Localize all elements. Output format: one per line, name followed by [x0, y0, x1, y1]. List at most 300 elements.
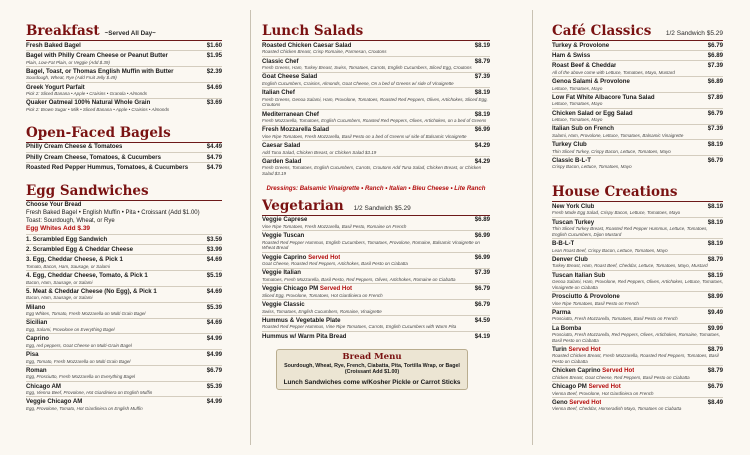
section-egg-sandwiches [26, 183, 222, 411]
menu-item-name: Greek Yogurt Parfait [26, 83, 85, 91]
menu-item-description: Fresh Mozzarella, Tomatoes, English Cucumbers, Roasted Red Peppers, Olives, Artichokes, on a bed of Greens [262, 118, 487, 124]
menu-item-name: B-B-L-T [552, 240, 575, 247]
menu-item-price: $6.99 [474, 232, 490, 240]
menu-item [26, 68, 222, 81]
menu-item-description: Goat Cheese, Roasted Red Peppers, Artichokes, Basil Pesto on Ciabatta [262, 261, 408, 267]
menu-item-price: $8.19 [707, 271, 723, 279]
menu-item [262, 73, 490, 86]
menu-item [552, 125, 723, 138]
menu-item-price: $8.79 [474, 57, 490, 65]
menu-item-name-wrap [26, 398, 82, 406]
menu-item-name: Roasted Red Pepper Hummus, Tomatoes, & Cucumbers [26, 163, 189, 171]
section-title: Open-Faced Bagels [26, 124, 171, 141]
column-left [0, 0, 250, 455]
menu-item-row [262, 285, 490, 293]
menu-item-name-wrap [26, 367, 47, 375]
menu-item-name-wrap [552, 42, 609, 50]
egg-whites-note: Egg Whites Add $.39 [26, 225, 91, 233]
item-list [552, 203, 723, 412]
menu-item-name: Veggie Tuscan [262, 232, 305, 240]
menu-item-description: Fresh Greens, Tomatoes, English Cucumbers, Carrots, Croutons Add Tuna Salad, Chicken Breast, or Chicken Salad $3.19 [262, 165, 482, 177]
menu-item-name: Fresh Mozzarella Salad [262, 126, 330, 134]
menu-item [552, 293, 723, 306]
menu-item [552, 157, 723, 170]
menu-item-name: Veggie Chicago AM [26, 398, 83, 406]
menu-item [26, 84, 222, 97]
column-divider [532, 10, 533, 445]
menu-item [552, 110, 723, 123]
menu-item-name-wrap [262, 254, 340, 262]
menu-item-description: Pick 2: Brown Sugar • Milk • Sliced Banana • Apple • Craisins • Almonds [26, 106, 170, 112]
menu-item-name-wrap [262, 333, 346, 341]
menu-item-row [552, 256, 723, 264]
menu-item-name-wrap [552, 256, 588, 264]
menu-item-name-wrap [26, 272, 148, 280]
menu-item-description: Egg, Vienna Beef, Provolone, Hot Giardiniera on English Muffin [26, 390, 153, 396]
served-hot-label: Served Hot [568, 345, 601, 353]
menu-item-name: Bagel with Philly Cream Cheese or Peanut Butter [26, 51, 168, 59]
menu-item [262, 111, 490, 124]
menu-item [262, 42, 490, 55]
served-hot-label: Served Hot [602, 367, 635, 375]
menu-item-description: Egg, Tomato, Fresh Mozzarella on Multi Grain Bagel [26, 358, 131, 364]
menu-item-name-wrap [262, 269, 301, 277]
menu-item [262, 254, 490, 267]
menu-item-name-wrap [552, 399, 601, 407]
menu-item-name-wrap [262, 58, 299, 66]
menu-item-name: Geno [552, 398, 570, 406]
menu-item-name-wrap [552, 78, 630, 86]
menu-item-description: Lettuce, Tomatoes, Mayo [552, 117, 603, 123]
menu-item-name: La Bomba [552, 324, 582, 332]
menu-item-price: $6.79 [474, 300, 490, 308]
menu-item-price: $6.89 [707, 51, 723, 59]
menu-item-price: $6.89 [707, 77, 723, 85]
menu-item-name: Philly Cream Cheese, Tomatoes, & Cucumbers [26, 153, 162, 161]
menu-item-name: Chicago AM [26, 382, 61, 390]
menu-item [552, 94, 723, 107]
menu-item-name-wrap [26, 143, 122, 151]
menu-item-price: $4.19 [474, 332, 490, 340]
menu-item-description: Egg, Provolone, Tomato, Hot Giardiniera on English Muffin [26, 405, 143, 411]
menu-item-price: $4.69 [206, 287, 222, 295]
menu-item [552, 219, 723, 238]
menu-item-name: Prosciutto & Provolone [552, 292, 620, 300]
menu-item-price: $4.79 [206, 153, 222, 161]
menu-item-description: Vine Ripe Tomatoes, Fresh Mozzarella, Basil Pesto on a bed of Greens w/ side of Balsamic Vinaigrette [262, 133, 467, 139]
menu-item [262, 317, 490, 330]
menu-item-row [26, 164, 222, 172]
choose-bread-heading: Choose Your Bread [26, 202, 82, 209]
menu-item-row [552, 293, 723, 301]
menu-item-name: Denver Club [552, 255, 588, 263]
section-header [26, 183, 222, 201]
menu-item-description: All of the above come with Lettuce, Tomatoes, Mayo, Mustard [552, 69, 675, 75]
menu-item-row [262, 89, 490, 97]
menu-item-name: Veggie Caprese [262, 216, 308, 224]
menu-item-name: Hummus w/ Warm Pita Bread [262, 332, 347, 340]
menu-item-row [262, 158, 490, 166]
menu-item [262, 301, 490, 314]
menu-item-description: Egg, Prosciutto, Fresh Mozzarella on Everything Bagel [26, 374, 136, 380]
half-sandwich-price: 1/2 Sandwich $5.29 [353, 204, 411, 212]
menu-item-description: Prosciutto, Fresh Mozzarella, Red Peppers, Olives, Artichokes, Romaine, Tomatoes, Basil Pesto on Ciabatta [552, 332, 720, 343]
menu-item-price: $6.79 [474, 285, 490, 293]
menu-item-description: Fresh Greens, Genoa Salami, Ham, Provolone, Tomatoes, Roasted Red Peppers, Olives, Artichokes, Sliced Egg, Croutons [262, 96, 488, 108]
menu-item-row [26, 319, 222, 327]
section-title: House Creations [552, 184, 678, 201]
menu-item-name-wrap [262, 73, 317, 81]
menu-item-row [552, 110, 723, 118]
menu-item-row [262, 142, 490, 150]
menu-item [262, 89, 490, 108]
menu-item [552, 367, 723, 380]
menu-item-description: Roasted Chicken Breast, Crisp Romaine, Parmesan, Croutons [262, 49, 387, 55]
menu-item [26, 164, 222, 172]
bread-menu-box [276, 349, 468, 390]
menu-item-name-wrap [552, 346, 601, 354]
menu-item-name: 3. Egg, Cheddar Cheese, & Pick 1 [26, 256, 123, 264]
menu-item [552, 141, 723, 154]
menu-item-price: $4.69 [206, 256, 222, 264]
menu-item [552, 62, 723, 75]
menu-item-row [26, 42, 222, 50]
menu-item-description: Bacon, Ham, Sausage, or Salami [26, 279, 93, 285]
menu-item-price: $4.79 [206, 163, 222, 171]
menu-item-description: Lettuce, Tomatoes, Mayo [552, 85, 603, 91]
menu-item-name-wrap [262, 126, 329, 134]
menu-item-price: $8.79 [707, 255, 723, 263]
menu-item-name-wrap [552, 383, 621, 391]
menu-item-name-wrap [552, 141, 587, 149]
menu-item-description: Add Tuna Salad, Chicken Breast, or Chicken Salad $3.19 [262, 149, 377, 155]
menu-item-name-wrap [262, 285, 352, 293]
item-list [26, 143, 222, 171]
menu-item-row [262, 269, 490, 277]
section-vegetarian [262, 198, 490, 340]
menu-item-row [262, 317, 490, 325]
menu-item-name: Low Fat White Albacore Tuna Salad [552, 93, 655, 101]
menu-item-name: Garden Salad [262, 157, 302, 165]
menu-item-row [552, 325, 723, 333]
menu-item-name-wrap [552, 272, 605, 280]
menu-item-price: $5.39 [206, 303, 222, 311]
menu-item-name-wrap [26, 319, 47, 327]
menu-item [552, 309, 723, 322]
menu-item-row [552, 141, 723, 149]
menu-item-row [26, 246, 222, 254]
menu-item [262, 142, 490, 155]
menu-item-name: Parma [552, 308, 571, 316]
menu-item-row [262, 216, 490, 224]
menu-item-price: $3.59 [206, 235, 222, 243]
menu-item-name-wrap [26, 256, 123, 264]
menu-item [552, 383, 723, 396]
menu-item-row [552, 346, 723, 354]
menu-item-row [26, 236, 222, 244]
menu-item-name: Turkey & Provolone [552, 41, 610, 49]
menu-item-name: Veggie Classic [262, 300, 305, 308]
section-title: Breakfast [26, 23, 100, 39]
menu-item-row [26, 335, 222, 343]
menu-item-row [552, 367, 723, 375]
menu-item-row [552, 383, 723, 391]
menu-item-description: Egg, Salami, Provolone on Everything Bagel [26, 326, 115, 332]
menu-item [26, 154, 222, 162]
section-cafe-classics [552, 23, 723, 170]
menu-item-name: Veggie Italian [262, 269, 301, 277]
menu-item [262, 269, 490, 282]
menu-item-price: $4.99 [206, 350, 222, 358]
menu-item-price: $8.19 [707, 141, 723, 149]
toast-options: Toast: Sourdough, Wheat, or Rye [26, 218, 115, 225]
menu-item [26, 42, 222, 50]
menu-item-name: Roman [26, 366, 47, 374]
menu-item-price: $6.79 [707, 41, 723, 49]
menu-item-description: Salami, Ham, Provolone, Lettuce, Tomatoes, Balsamic Vinaigrette [552, 132, 684, 138]
menu-item-name-wrap [26, 383, 61, 391]
menu-item-price: $2.39 [206, 67, 222, 75]
menu-item-name: Italian Sub on French [552, 125, 614, 133]
menu-item-price: $1.60 [206, 41, 222, 49]
menu-item-row [552, 52, 723, 60]
section-header [552, 23, 723, 41]
menu-item-price: $8.49 [707, 398, 723, 406]
menu-item-price: $8.19 [707, 218, 723, 226]
menu-item-name-wrap [26, 84, 85, 92]
menu-item-name: 1. Scrambled Egg Sandwich [26, 235, 108, 243]
menu-item-row [262, 301, 490, 309]
menu-item-name-wrap [262, 158, 301, 166]
served-hot-label: Served Hot [588, 383, 621, 391]
menu-item-price: $6.79 [707, 156, 723, 164]
menu-item-row [26, 383, 222, 391]
menu-item [262, 285, 490, 298]
menu-item-price: $4.29 [474, 157, 490, 165]
menu-item-name-wrap [552, 325, 581, 333]
menu-item-price: $4.99 [206, 398, 222, 406]
menu-item-name-wrap [552, 125, 614, 133]
section-header [552, 184, 723, 202]
served-hot-label: Served Hot [569, 398, 602, 406]
menu-item [552, 346, 723, 365]
menu-item-name-wrap [262, 301, 305, 309]
column-right [552, 0, 750, 455]
menu-item-price: $7.39 [474, 269, 490, 277]
menu-item-name-wrap [552, 367, 634, 375]
menu-item [262, 58, 490, 71]
menu-item-name-wrap [26, 42, 81, 50]
menu-item-name-wrap [262, 111, 319, 119]
menu-item-price: $8.19 [474, 41, 490, 49]
menu-item-description: Pick 2: Sliced Banana • Apple • Craisins • Granola • Almonds [26, 91, 148, 97]
menu-item-row [262, 254, 490, 262]
menu-item-price: $6.79 [707, 109, 723, 117]
section-header [26, 23, 222, 41]
menu-item-price: $5.19 [206, 272, 222, 280]
menu-item [26, 383, 222, 396]
menu-item-name: Veggie Chicago PM [262, 285, 320, 293]
menu-item-name: Chicago PM [552, 383, 589, 391]
menu-item-description: Vienna Beef, Cheddar, Horseradish Mayo, Tomatoes on Ciabatta [552, 406, 682, 412]
menu-item-name: 2. Scrambled Egg & Cheddar Cheese [26, 246, 134, 254]
section-house-creations [552, 184, 723, 412]
item-list [26, 42, 222, 113]
menu-item-name-wrap [262, 317, 341, 325]
menu-item-name: Turkey Club [552, 141, 587, 149]
menu-item [26, 335, 222, 348]
menu-item [26, 246, 222, 254]
menu-item-description: Chicken Breast, Goat Cheese, Red Peppers, Basil Pesto on Ciabatta [552, 374, 690, 380]
menu-item-name: Ham & Swiss [552, 51, 591, 59]
menu-item-description: Prosciutto, Fresh Mozzarella, Tomatoes, Basil Pesto on French [552, 316, 678, 322]
menu-item [26, 143, 222, 151]
menu-item [26, 304, 222, 317]
menu-item-description: Roasted Red Pepper Hummus, English Cucumbers, Tomatoes, Provolone, Romaine, Balsamic Vinaigrette on Wheat Bread [262, 239, 480, 251]
menu-item-name: 5. Meat & Cheddar Cheese (No Egg), & Pick 1 [26, 287, 157, 295]
menu-item-description: Turkey Breast, Ham, Roast Beef, Cheddar, Lettuce, Tomatoes, Mayo, Mustard [552, 263, 708, 269]
menu-item-name: Quaker Oatmeal 100% Natural Whole Grain [26, 99, 151, 107]
menu-item-name-wrap [552, 309, 571, 317]
menu-item-row [262, 333, 490, 341]
menu-item-description: Plain, Low-Fat Plain, or Veggie (Add $.39) [26, 59, 110, 65]
section-title: Café Classics [552, 23, 652, 39]
menu-item-name: Roast Beef & Cheddar [552, 62, 617, 70]
menu-item [552, 256, 723, 269]
menu-item-row [552, 94, 723, 102]
section-breakfast [26, 23, 222, 113]
menu-item-row [262, 58, 490, 66]
menu-item-description: Bacon, Ham, Sausage, or Salami [26, 295, 93, 301]
menu-item [262, 333, 490, 341]
menu-item [262, 158, 490, 177]
menu-item-name-wrap [26, 236, 107, 244]
bread-menu-text: Sourdough, Wheat, Rye, French, Ciabatta, Pita, Tortilla Wrap, or Bagel (Croissant Add $1.00) [284, 363, 460, 376]
menu-item-name-wrap [552, 293, 620, 301]
menu-item-name-wrap [26, 154, 161, 162]
menu-item-description: Vine Ripe Tomatoes, Fresh Mozzarella, Basil Pesto, Romaine on French [262, 224, 407, 230]
section-header [26, 125, 222, 143]
menu-item-name-wrap [262, 42, 351, 50]
menu-item-row [552, 203, 723, 211]
menu-item-name: Mediterranean Chef [262, 110, 319, 118]
menu-item-name-wrap [26, 164, 188, 172]
section-note: ~Served All Day~ [104, 30, 156, 37]
menu-item-price: $6.99 [474, 126, 490, 134]
menu-item-description: Egg Whites, Tomato, Fresh Mozzarella on Multi Grain Bagel [26, 311, 146, 317]
menu-item-row [552, 62, 723, 70]
menu-item-row [552, 272, 723, 280]
menu-item-name-wrap [26, 99, 150, 107]
menu-item-price: $6.79 [707, 383, 723, 391]
menu-item-name: Tuscan Turkey [552, 218, 595, 226]
bread-options: Fresh Baked Bagel • English Muffin • Pita • Croissant (Add $1.00) [26, 210, 200, 217]
menu-item-price: $4.59 [474, 316, 490, 324]
menu-item-row [26, 272, 222, 280]
item-list [262, 42, 490, 177]
bread-menu-title: Bread Menu [342, 352, 402, 363]
menu-item-price: $4.69 [206, 83, 222, 91]
menu-item-description: Vienna Beef, Provolone, Hot Giardiniera on French [552, 390, 654, 396]
menu-item-name: Hummus & Vegetable Plate [262, 316, 341, 324]
menu-item-name: Classic B-L-T [552, 156, 591, 164]
menu-item-row [552, 125, 723, 133]
menu-item-name: Pisa [26, 350, 39, 358]
menu-item [552, 52, 723, 60]
menu-item-name: Genoa Salami & Provolone [552, 77, 630, 85]
menu-item-name: Fresh Baked Bagel [26, 41, 81, 49]
menu-item-price: $7.89 [707, 93, 723, 101]
menu-item-name: Italian Chef [262, 89, 295, 97]
item-list [262, 216, 490, 340]
menu-item-price: $4.69 [206, 319, 222, 327]
menu-item-price: $7.39 [474, 73, 490, 81]
menu-item-name-wrap [26, 52, 168, 60]
menu-item-row [26, 351, 222, 359]
menu-item [26, 52, 222, 65]
section-header [262, 23, 490, 41]
section-title: Vegetarian [262, 197, 344, 214]
menu-item-row [26, 68, 222, 76]
menu-item [262, 126, 490, 139]
menu-item-description: Tomatoes, Fresh Mozzarella, Basil Pesto, Red Peppers, Olives, Artichokes, Romaine on Ciabatta [262, 276, 456, 282]
menu-item-price: $4.99 [206, 335, 222, 343]
menu-item-description: Tomato, Bacon, Ham, Sausage, or Salami [26, 263, 110, 269]
bread-menu-lunch-note: Lunch Sandwiches come w/Kosher Pickle or Carrot Sticks [283, 379, 461, 387]
section-header [262, 198, 490, 216]
menu-item-name-wrap [26, 288, 157, 296]
menu-item [26, 272, 222, 285]
menu-item-price: $8.19 [474, 110, 490, 118]
menu-item [26, 319, 222, 332]
menu-item [262, 232, 490, 251]
menu-item-price: $8.19 [707, 240, 723, 247]
menu-item-row [26, 154, 222, 162]
menu-item-name-wrap [552, 52, 590, 60]
menu-item [26, 398, 222, 411]
menu-item-name: Milano [26, 303, 46, 311]
menu-item-row [262, 232, 490, 240]
menu-item-row [26, 367, 222, 375]
column-middle [254, 0, 504, 455]
menu-item-row [262, 42, 490, 50]
served-hot-label: Served Hot [319, 285, 353, 293]
menu-item-row [552, 240, 723, 248]
menu-item-name-wrap [552, 110, 633, 118]
menu-item-price: $6.99 [474, 253, 490, 261]
menu-item-description: Genoa Salami, Ham, Provolone, Red Peppers, Olives, Artichokes, Lettuce, Tomatoes, Vinaigrette on Ciabatta [552, 279, 723, 290]
half-sandwich-price: 1/2 Sandwich $5.29 [665, 30, 723, 37]
menu-item [552, 325, 723, 344]
menu-item-price: $4.29 [474, 142, 490, 150]
menu-item-price: $8.79 [707, 345, 723, 353]
menu-item-name: Chicken Caprino [552, 367, 603, 375]
menu-item-name: Classic Chef [262, 57, 299, 65]
section-open-faced-bagels [26, 125, 222, 172]
menu-item-description: Roasted Chicken Breast, Fresh Mozzarella, Roasted Red Peppers, Tomatoes, Basil Pesto on Ciabatta [552, 353, 719, 365]
menu-item-price: $3.69 [206, 99, 222, 107]
menu-item-name-wrap [552, 240, 574, 248]
menu-item-name-wrap [552, 157, 591, 165]
menu-item-name-wrap [552, 219, 594, 227]
menu-item-description: Crispy Bacon, Lettuce, Tomatoes, Mayo [552, 164, 632, 170]
menu-item-row [552, 78, 723, 86]
menu-item-row [26, 256, 222, 264]
menu-item-name-wrap [552, 203, 594, 211]
menu-item-price: $5.39 [206, 382, 222, 390]
menu-item-price: $9.49 [707, 308, 723, 316]
menu-item-description: Sourdough, Wheat, Rye (Add Fruit Jelly $.49) [26, 75, 117, 81]
